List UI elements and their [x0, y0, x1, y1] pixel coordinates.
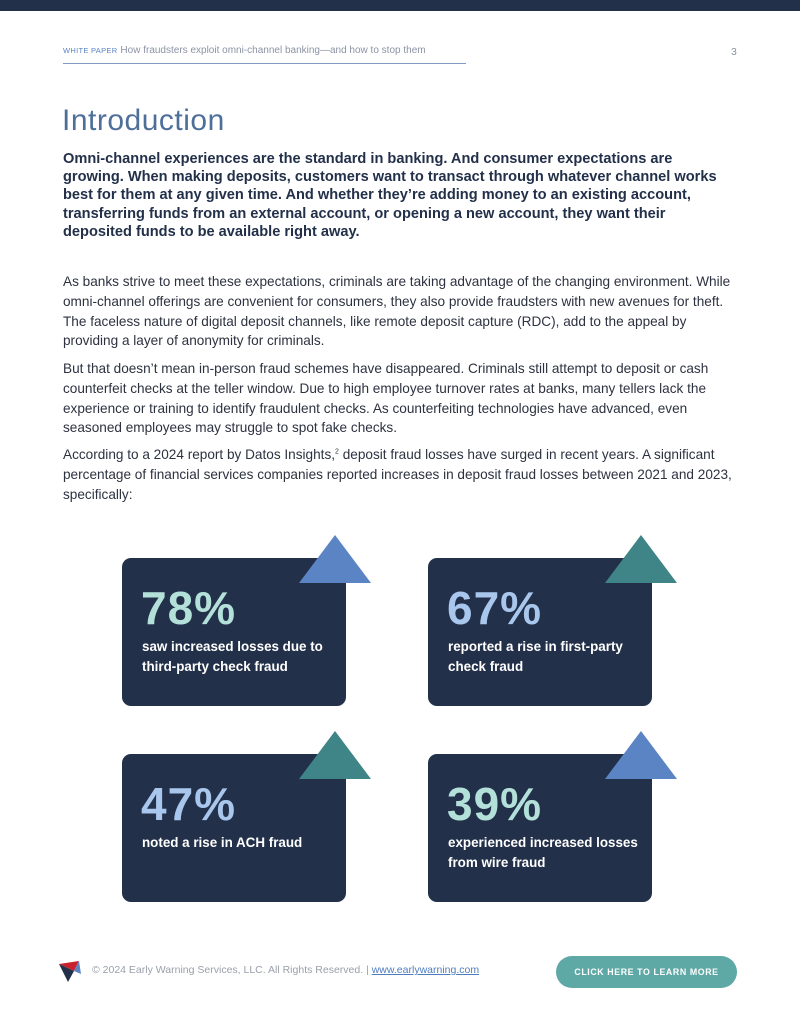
- triangle-accent-icon: [605, 535, 677, 583]
- section-heading: Introduction: [62, 104, 225, 137]
- stat-value: 67%: [447, 582, 543, 634]
- running-header: [63, 45, 466, 64]
- top-bar: [0, 0, 800, 11]
- footer-copyright: [92, 964, 479, 976]
- stat-value: 47%: [141, 778, 237, 830]
- stat-value: 39%: [447, 778, 543, 830]
- lead-paragraph: Omni-channel experiences are the standard in banking. And consumer expectations are growing. When making deposits, customers want to transact through whatever channel works best for them at any given time. And whether they’re adding money to an existing account, transferring funds from an external account, or opening a new account, they want their deposited funds to be available right away.: [63, 151, 717, 240]
- white-paper-label: WHITE PAPER: [63, 46, 118, 55]
- early-warning-logo-icon: [57, 958, 83, 984]
- copyright-text: © 2024 Early Warning Services, LLC. All Rights Reserved.: [92, 964, 364, 976]
- triangle-accent-icon: [605, 731, 677, 779]
- stat-value: 78%: [141, 582, 237, 634]
- page-number: 3: [731, 46, 737, 58]
- footnote-reference: 2: [335, 448, 339, 456]
- stat-description: saw increased losses due to third-party check fraud: [142, 639, 323, 674]
- body-paragraph-1: As banks strive to meet these expectations, criminals are taking advantage of the changing environment. While omni-channel offerings are convenient for consumers, they also provide fraudsters with new avenues for theft. The faceless nature of digital deposit channels, like remote deposit capture (RDC), add to the appeal by providing a layer of anonymity for criminals.: [63, 274, 731, 349]
- website-link[interactable]: www.earlywarning.com: [371, 964, 480, 976]
- body-paragraph-2: But that doesn’t mean in-person fraud schemes have disappeared. Criminals still attempt to deposit or cash counterfeit checks at the teller window. Due to high employee turnover rates at banks, many tellers lack the experience or training to identify fraudulent checks. As counterfeiting technologies have advanced, even seasoned employees may struggle to spot fake checks.: [63, 361, 709, 436]
- stat-description: experienced increased losses from wire fraud: [448, 835, 638, 870]
- paragraph-3-text-end: deposit fraud losses have surged in recent years. A significant percentage of financial services companies reported increases in deposit fraud losses between 2021 and 2023, specifically:: [63, 447, 732, 502]
- body-paragraph-3: [63, 445, 743, 504]
- document-title: How fraudsters exploit omni-channel banking—and how to stop them: [120, 45, 426, 56]
- stat-description: reported a rise in first-party check fraud: [448, 639, 623, 674]
- triangle-accent-icon: [299, 731, 371, 779]
- triangle-accent-icon: [299, 535, 371, 583]
- learn-more-button[interactable]: CLICK HERE TO LEARN MORE: [556, 956, 737, 988]
- stat-description: noted a rise in ACH fraud: [142, 835, 303, 850]
- paragraph-3-text-start: According to a 2024 report by Datos Insights,: [63, 447, 336, 462]
- footer-separator: |: [366, 964, 369, 976]
